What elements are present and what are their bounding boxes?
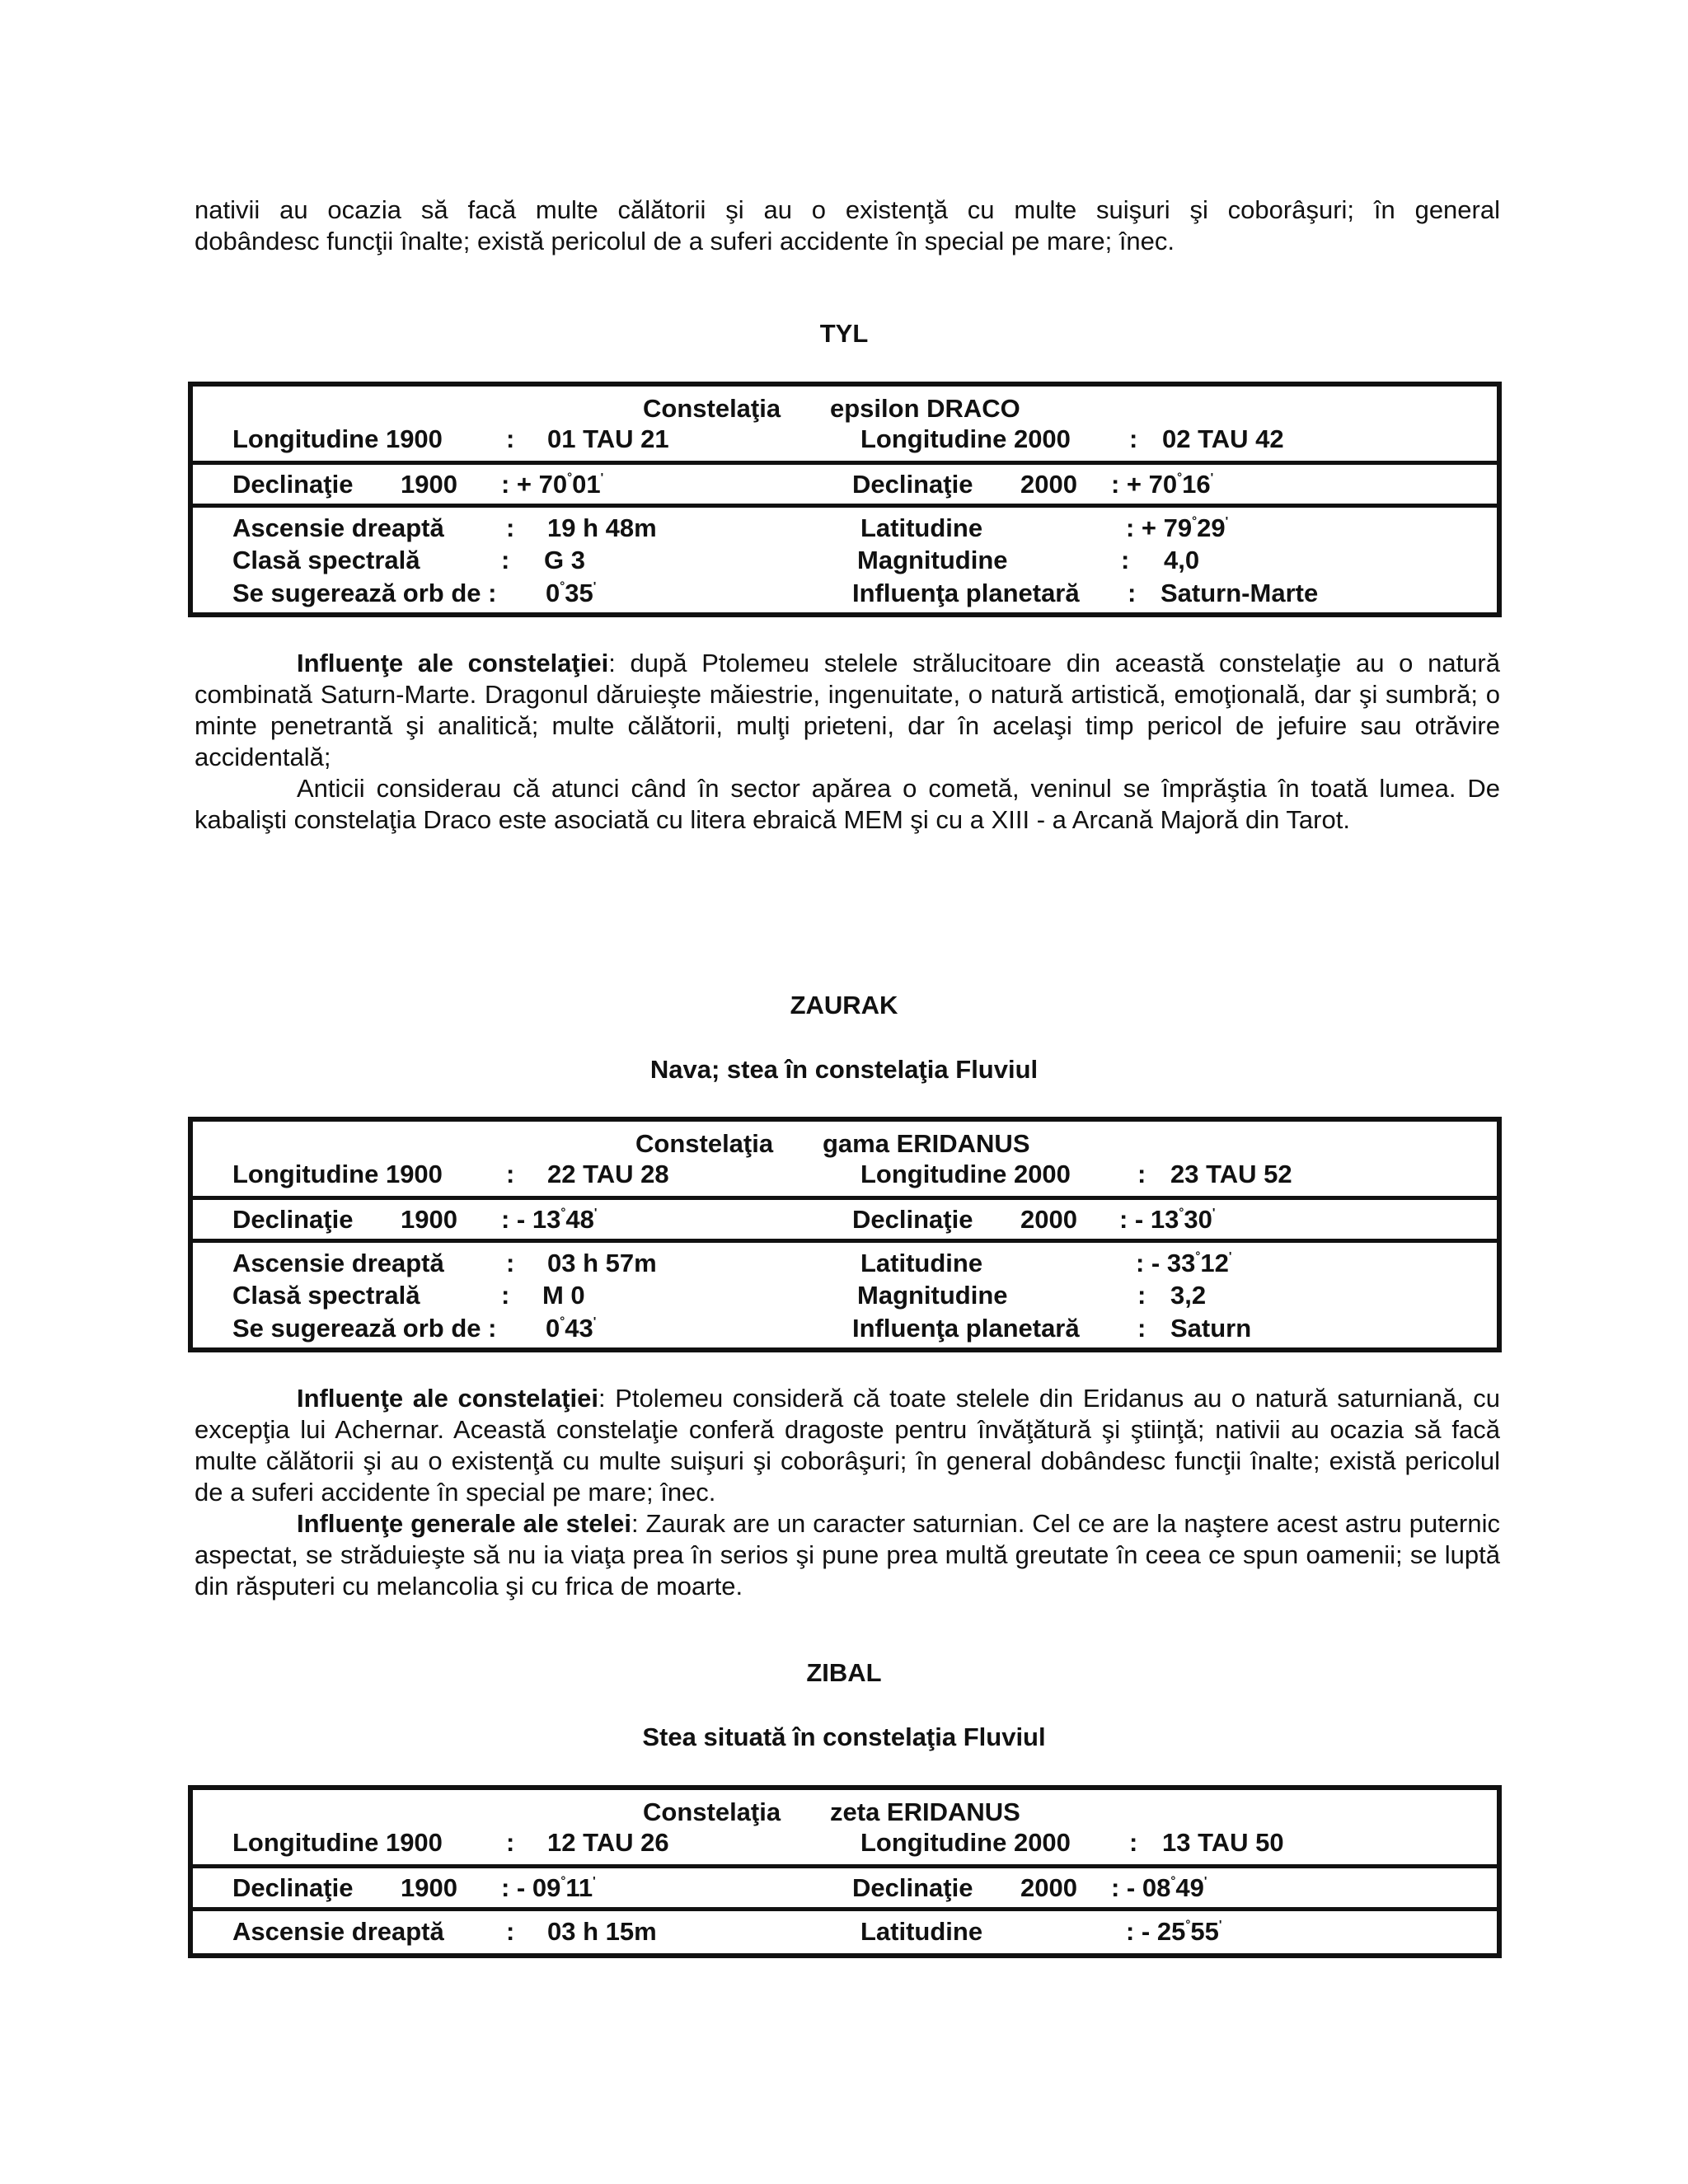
longitude-2000-value: 23 TAU 52 [1170,1160,1292,1188]
orb-value: 0°35' [546,579,597,607]
zaurak-influence-paragraph [195,1383,1500,1602]
table-section-details [193,508,1497,612]
colon: : [506,1249,515,1277]
table-section-details [193,1911,1497,1953]
colon: : [506,424,515,453]
star-title-zibal: ZIBAL [806,1658,882,1687]
constellation-value: zeta ERIDANUS [830,1797,1020,1826]
colon: : [1137,1314,1146,1343]
declination-2000-value: : - 08°49' [1111,1873,1207,1902]
declination-1900-label: Declinaţie [232,1205,354,1234]
star-table-tyl [188,382,1502,617]
constellation-label: Constelaţia [635,1129,774,1158]
declination-2000-label: Declinaţie [852,1873,973,1902]
star-table-zibal [188,1785,1502,1958]
declination-1900-value: : + 70°01' [501,470,604,499]
declination-2000-year: 2000 [1020,1873,1077,1902]
colon: : [1129,424,1138,453]
magnitude-label: Magnitudine [857,546,1008,574]
longitude-1900-label: Longitudine 1900 [232,424,443,453]
magnitude-label: Magnitudine [857,1281,1008,1310]
colon: : [506,1160,515,1188]
colon: : [1137,1160,1146,1188]
colon: : [506,1828,515,1857]
star-influence-heading: Influenţe generale ale stelei [297,1509,631,1538]
right-ascension-label: Ascensie dreaptă [232,1917,444,1946]
latitude-value: : - 33°12' [1136,1249,1232,1277]
longitude-1900-label: Longitudine 1900 [232,1160,443,1188]
declination-2000-label: Declinaţie [852,1205,973,1234]
star-title-zaurak: ZAURAK [790,991,898,1019]
longitude-2000-label: Longitudine 2000 [860,1828,1071,1857]
colon: : [1137,1281,1146,1310]
declination-2000-label: Declinaţie [852,470,973,499]
planetary-influence-label: Influenţa planetară [852,579,1080,607]
star-subtitle-zibal: Stea situată în constelaţia Fluviul [642,1722,1046,1751]
colon: : [1129,1828,1138,1857]
declination-1900-label: Declinaţie [232,470,354,499]
declination-1900-label: Declinaţie [232,1873,354,1902]
intro-paragraph-line2: dobândesc funcţii înalte; există pericolul de a suferi accidente în special pe mare; înec. [195,227,1175,255]
star-influence-text: : Zaurak are un caracter saturnian. Cel ce are la naştere acest astru puternic aspectat, se străduieşte să nu ia viaţa prea în serios şi pune prea multă greutate în ceea ce spun oamenii; se luptă din răsputeri cu melancolia şi cu frica de moarte. [195,1509,1500,1601]
table-section-longitude [193,1790,1497,1868]
latitude-value: : - 25°55' [1126,1917,1222,1946]
latitude-label: Latitudine [860,513,983,542]
constellation-value: epsilon DRACO [830,394,1020,423]
right-ascension-value: 03 h 15m [547,1917,657,1946]
spectral-class-value: M 0 [542,1281,585,1310]
colon: : [1121,546,1130,574]
orb-label: Se sugerează orb de : [232,579,497,607]
longitude-1900-value: 12 TAU 26 [547,1828,669,1857]
star-subtitle-zaurak: Nava; stea în constelaţia Fluviul [649,1055,1039,1084]
longitude-2000-value: 13 TAU 50 [1162,1828,1284,1857]
right-ascension-value: 19 h 48m [547,513,657,542]
influence-heading: Influenţe ale constelaţiei [297,649,609,677]
declination-2000-year: 2000 [1020,1205,1077,1234]
colon: : [506,513,515,542]
spectral-class-value: G 3 [544,546,585,574]
orb-label: Se sugerează orb de : [232,1314,497,1343]
latitude-value: : + 79°29' [1126,513,1229,542]
longitude-1900-value: 01 TAU 21 [547,424,669,453]
right-ascension-value: 03 h 57m [547,1249,657,1277]
longitude-1900-value: 22 TAU 28 [547,1160,669,1188]
influence-heading: Influenţe ale constelaţiei [297,1384,599,1413]
right-ascension-label: Ascensie dreaptă [232,513,444,542]
colon: : [506,1917,515,1946]
table-section-declination [193,1868,1497,1911]
constellation-value: gama ERIDANUS [823,1129,1030,1158]
declination-1900-year: 1900 [401,470,457,499]
declination-1900-value: : - 09°11' [501,1873,596,1902]
constellation-label: Constelaţia [643,394,781,423]
influence-text: : Ptolemeu consideră că toate stelele din Eridanus au o natură saturniană, cu excepţia lui Achernar. Această constelaţie conferă dragoste pentru învăţătură şi ştiinţă; nativii au ocazia să facă multe călătorii şi au o existenţă cu multe suişuri şi coborâşuri; în general dobândesc funcţii înalte; există pericolul de a suferi accidente în special pe mare; înec. [195,1384,1500,1507]
longitude-2000-label: Longitudine 2000 [860,1160,1071,1188]
declination-2000-value: : + 70°16' [1111,470,1214,499]
intro-paragraph-line1: nativii au ocazia să facă multe călătorii şi au o existenţă cu multe suişuri şi coborâşuri; în general [195,195,1500,224]
latitude-label: Latitudine [860,1249,983,1277]
declination-1900-year: 1900 [401,1873,457,1902]
magnitude-value: 3,2 [1170,1281,1207,1310]
planetary-influence-value: Saturn [1170,1314,1252,1343]
table-section-details [193,1243,1497,1347]
spectral-class-label: Clasă spectrală [232,546,420,574]
longitude-2000-value: 02 TAU 42 [1162,424,1284,453]
right-ascension-label: Ascensie dreaptă [232,1249,444,1277]
planetary-influence-label: Influenţa planetară [852,1314,1080,1343]
tyl-second-paragraph: Anticii considerau că atunci când în sector apărea o cometă, veninul se împrăştia în toată lumea. De kabalişti constelaţia Draco este asociată cu litera ebraică MEM şi cu a XIII - a Arcană Majoră din Tarot. [195,774,1500,834]
influence-text: : după Ptolemeu stelele strălucitoare din această constelaţie au o natură combinată Saturn-Marte. Dragonul dăruieşte măiestrie, ingenuitate, o natură artistică, emoţională, dar şi sumbră; o minte penetrantă şi analitică; multe călătorii, mulţi prieteni, dar în acelaşi timp pericol de jefuire sau otrăvire accidentală; [195,649,1500,771]
declination-2000-value: : - 13°30' [1119,1205,1216,1234]
magnitude-value: 4,0 [1164,546,1200,574]
orb-value: 0°43' [546,1314,597,1343]
longitude-2000-label: Longitudine 2000 [860,424,1071,453]
table-section-declination [193,1200,1497,1243]
declination-1900-year: 1900 [401,1205,457,1234]
table-section-declination [193,465,1497,508]
colon: : [1128,579,1137,607]
planetary-influence-value: Saturn-Marte [1160,579,1319,607]
latitude-label: Latitudine [860,1917,983,1946]
spectral-class-label: Clasă spectrală [232,1281,420,1310]
longitude-1900-label: Longitudine 1900 [232,1828,443,1857]
table-section-longitude [193,1122,1497,1200]
colon: : [501,1281,510,1310]
tyl-influence-paragraph [195,648,1500,836]
colon: : [501,546,510,574]
star-title-tyl: TYL [819,319,869,348]
declination-1900-value: : - 13°48' [501,1205,598,1234]
constellation-label: Constelaţia [643,1797,781,1826]
table-section-longitude [193,387,1497,465]
declination-2000-year: 2000 [1020,470,1077,499]
star-table-zaurak [188,1117,1502,1352]
